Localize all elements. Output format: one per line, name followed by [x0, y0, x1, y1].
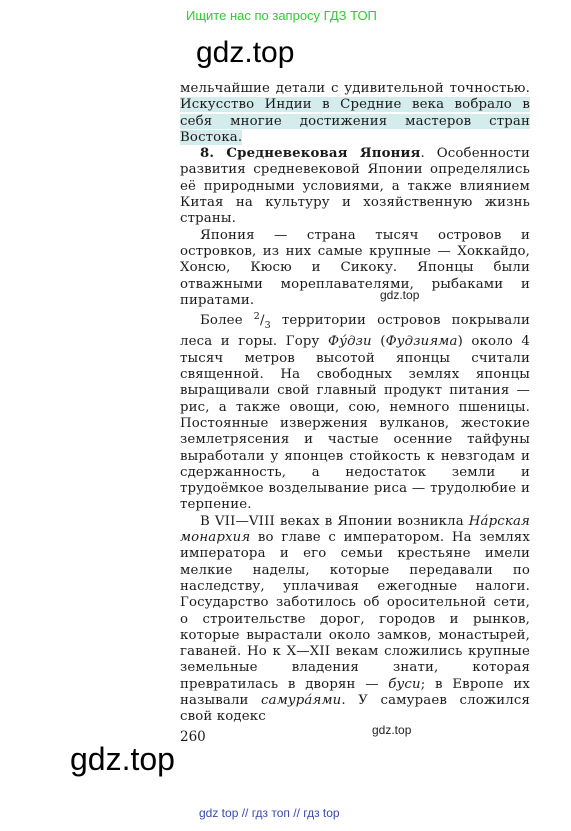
paragraph-text: мельчайшие детали с удивительной точностью. — [180, 81, 530, 96]
paragraph-islands — [180, 228, 530, 309]
paragraph-text: ( — [371, 334, 386, 350]
search-hint-watermark[interactable]: Ищите нас по запросу ГДЗ ТОП — [186, 8, 377, 23]
paragraph-text: . Особенности развития средневековой Японии определялись её природными условиями, а также влиянием Китая на культуру и хозяйственную жизнь страны. — [180, 146, 531, 227]
page-text — [180, 81, 530, 726]
highlighted-sentence: Искусство Индии в Средние века вобрало в себя многие достижения мастеров стран Востока. — [180, 97, 530, 145]
paragraph-text: ; в Европе их называли — [180, 676, 530, 708]
paragraph-text: территории островов покрывали леса и горы. Гору — [180, 313, 530, 350]
fraction-numerator: 2 — [253, 311, 260, 323]
fraction-separator: / — [259, 313, 265, 329]
paragraph-text: . У самураев сложился свой кодекс — [180, 692, 530, 725]
footer-links-watermark[interactable]: gdz top // гдз топ // гдз top — [199, 806, 340, 820]
watermark-mid-2: gdz.top — [372, 723, 412, 737]
term-samurai: самура́ями — [261, 692, 342, 708]
site-logo-top: gdz.top — [196, 36, 295, 69]
term-fujiyama: Фудзияма — [385, 334, 458, 350]
watermark-mid-1: gdz.top — [380, 288, 420, 302]
paragraph-text: во главе с императором. На землях императора и его семьи крестьяне имели мелкие наделы, которые передавали по наследству, уплачивая ежегодные налоги. Государство заботилось об оросительной сети, о строительстве дорог, городов и рынков, которые вырастали около замков, монастырей, гаваней. Но к X—XII векам сложились крупные земельные владения знати, которая превратилась в дворян — — [180, 530, 530, 692]
paragraph-text: Япония — страна тысяч островов и островков, из них самые крупные — Хоккайдо, Хонсю, Кюсю и Сикоку. Японцы были отважными мореплавателями, рыбаками и пиратами. — [180, 227, 530, 308]
term-nara-monarchy: На́рская монархия — [180, 513, 530, 546]
site-logo-bottom: gdz.top — [70, 741, 175, 777]
paragraph-nature — [180, 309, 530, 514]
fraction-denominator: 3 — [264, 320, 271, 332]
paragraph-text: ) около 4 тысяч метров высотой японцы считали священной. На свободных землях японцы выращивали свой главный продукт питания — рис, а также овощи, сою, немного пшеницы. Постоянные извержения вулканов, жестокие землетрясения и частые осенние тайфуны выработали у японцев стойкость к невзгодам и сдержанность, а недостаток земли и трудоёмкое возделывание риса — трудолюбие и терпение. — [180, 334, 530, 513]
paragraph-japan-intro — [180, 146, 530, 227]
term-fuji: Фу́дзи — [328, 334, 372, 350]
section-heading: 8. Средневековая Япония — [200, 146, 421, 162]
page-number: 260 — [180, 729, 206, 745]
paragraph-india — [180, 81, 530, 146]
paragraph-text: В VII—VIII веках в Японии возникла — [200, 513, 469, 529]
paragraph-nara — [180, 514, 530, 726]
paragraph-text: Более — [200, 313, 254, 329]
term-busi: буси — [388, 676, 421, 692]
